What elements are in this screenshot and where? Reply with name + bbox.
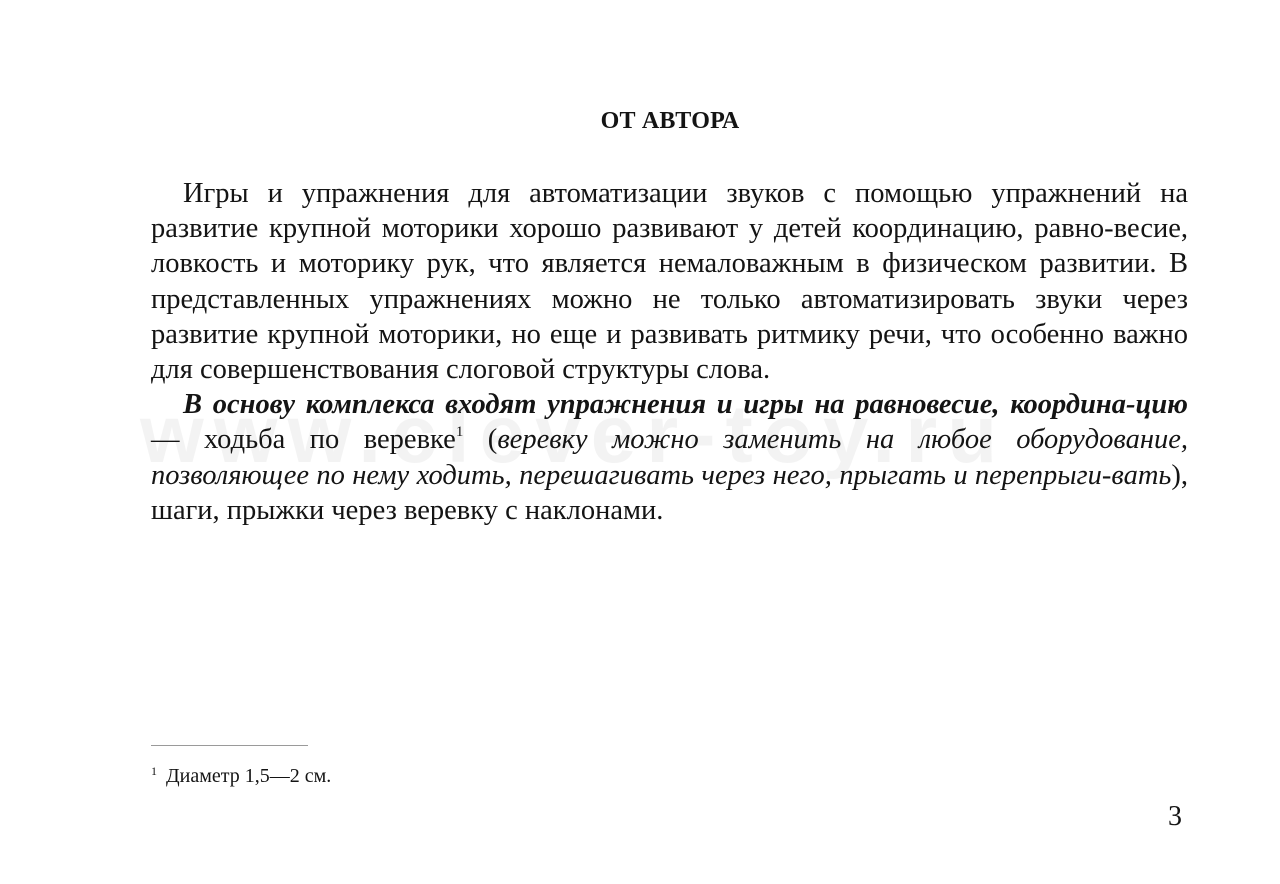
paragraph-complex [151, 387, 1188, 528]
italic-remark: веревку можно заменить на любое оборудование, позволяющее по нему ходить, перешагивать через него, прыгать и перепрыги-вать [151, 424, 1189, 491]
footnote-reference: 1 [455, 424, 464, 441]
bold-italic-lead: В основу комплекса входят упражнения и игры на равновесие, координа-цию [183, 389, 1188, 421]
footnote-divider [151, 745, 308, 746]
paragraph-text-b: ( [463, 424, 498, 456]
footnote-marker: 1 [151, 764, 157, 778]
paragraph-text-a: — ходьба по веревке [151, 424, 456, 456]
footnote [151, 764, 331, 788]
footnote-text: Диаметр 1,5—2 см. [166, 765, 332, 787]
page-number: 3 [1168, 801, 1182, 832]
paragraph-intro: Игры и упражнения для автоматизации звуков с помощью упражнений на развитие крупной моторики хорошо развивают у детей координацию, равно-весие, ловкость и моторику рук, что является немаловажным в физическом развитии. В представленных упражнениях можно не только автоматизировать звуки через развитие крупной моторики, но еще и развивать ритмику речи, что особенно важно для совершенствования слоговой структуры слова. [151, 178, 1188, 386]
paragraph-text-c: ), шаги, прыжки через веревку с наклонами. [151, 459, 1188, 526]
body-text [151, 176, 1188, 528]
section-title: ОТ АВТОРА [600, 108, 740, 134]
